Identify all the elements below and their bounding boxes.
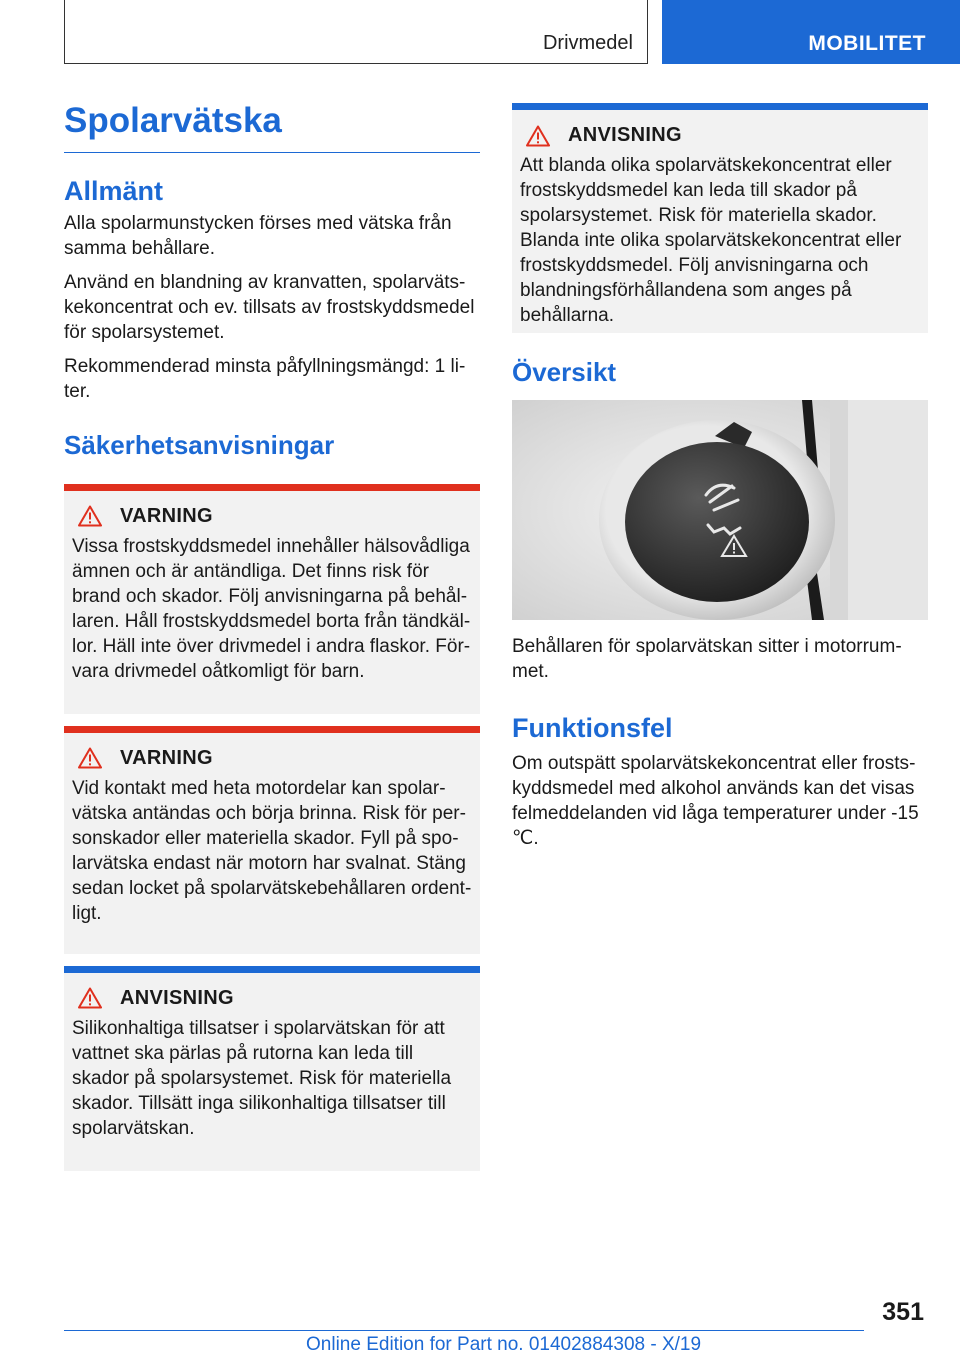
right-column — [512, 103, 928, 851]
warning-text: Vissa frostskyddsmedel innehåller hälsovådliga ämnen och är antändliga. Det finns risk för brand och skador. Följ anvisningarna på behållaren. Håll frostskyddsmedel borta från tändkällor. Häll inte över drivmedel i andra flaskor. Förvara drivmedel oåtkomligt för barn. — [72, 535, 471, 682]
general-paragraph-3: Rekommenderad minsta påfyllningsmängd: 1 liter. — [64, 356, 466, 403]
warning-box-1 — [64, 484, 480, 714]
general-heading: Allmänt — [64, 176, 164, 206]
notice-header — [520, 124, 920, 147]
general-paragraph-2: Använd en blandning av kranvatten, spolarvätskekoncentrat och ev. tillsats av frostskyddsmedel för spolarsystemet. — [64, 272, 475, 344]
malfunction-text: Om outspätt spolarvätskekoncentrat eller frostskyddsmedel med alkohol används kan det visas felmeddelanden vid låga temperaturer under -15 ℃. — [512, 752, 919, 849]
notice-text: Att blanda olika spolarvätskekoncentrat eller frostskyddsmedel kan leda till skador på spolarsystemet. Risk för materiella skador. Blanda inte olika spolarvätskekoncentrat eller frostskyddsmedel. Följ anvisningarna och blandningsförhållandena som anges på behållarna. — [520, 155, 902, 326]
notice-label: ANVISNING — [120, 986, 234, 1009]
safety-heading: Säkerhetsanvisningar — [64, 430, 335, 461]
notice-header — [72, 987, 472, 1010]
notice-box-1 — [64, 966, 480, 1171]
warning-triangle-icon — [526, 125, 550, 147]
page-title: Spolarvätska — [64, 100, 480, 153]
warning-label: VARNING — [120, 746, 213, 769]
footer-divider — [64, 1330, 864, 1331]
washer-fluid-cap-photo — [512, 400, 928, 620]
warning-header — [72, 747, 472, 770]
warning-header — [72, 505, 472, 528]
warning-triangle-icon — [78, 987, 102, 1009]
warning-text: Vid kontakt med heta motordelar kan spolarvätska antändas och börja brinna. Risk för personskador eller materiella skador. Fyll på spolarvätska endast när motorn har svalnat. Stäng sedan locket på spolarvätskebehållaren ordentligt. — [72, 777, 472, 924]
warning-box-2 — [64, 726, 480, 954]
page-number: 351 — [882, 1298, 924, 1326]
notice-text: Silikonhaltiga tillsatser i spolarvätskan för att vattnet ska pärlas på rutorna kan leda till skador på spolarsystemet. Risk för materiella skador. Tillsätt inga silikonhaltiga tillsatser till spolarvätskan. — [72, 1017, 452, 1139]
notice-box-2 — [512, 103, 928, 333]
warning-triangle-icon — [78, 505, 102, 527]
header-section-box — [64, 0, 648, 64]
chapter-tab: MOBILITET — [662, 0, 960, 64]
warning-triangle-icon — [78, 747, 102, 769]
edition-text: Online Edition for Part no. 01402884308 - X/19 — [306, 1334, 702, 1355]
overview-heading: Översikt — [512, 357, 617, 387]
section-title: Drivmedel — [542, 32, 633, 54]
general-paragraph-1: Alla spolarmunstycken förses med vätska från samma behållare. — [64, 213, 452, 260]
malfunction-heading: Funktionsfel — [512, 713, 673, 744]
left-column — [64, 100, 480, 1171]
notice-label: ANVISNING — [568, 124, 682, 146]
overview-caption: Behållaren för spolarvätskan sitter i motorrummet. — [512, 636, 902, 683]
warning-label: VARNING — [120, 504, 213, 527]
